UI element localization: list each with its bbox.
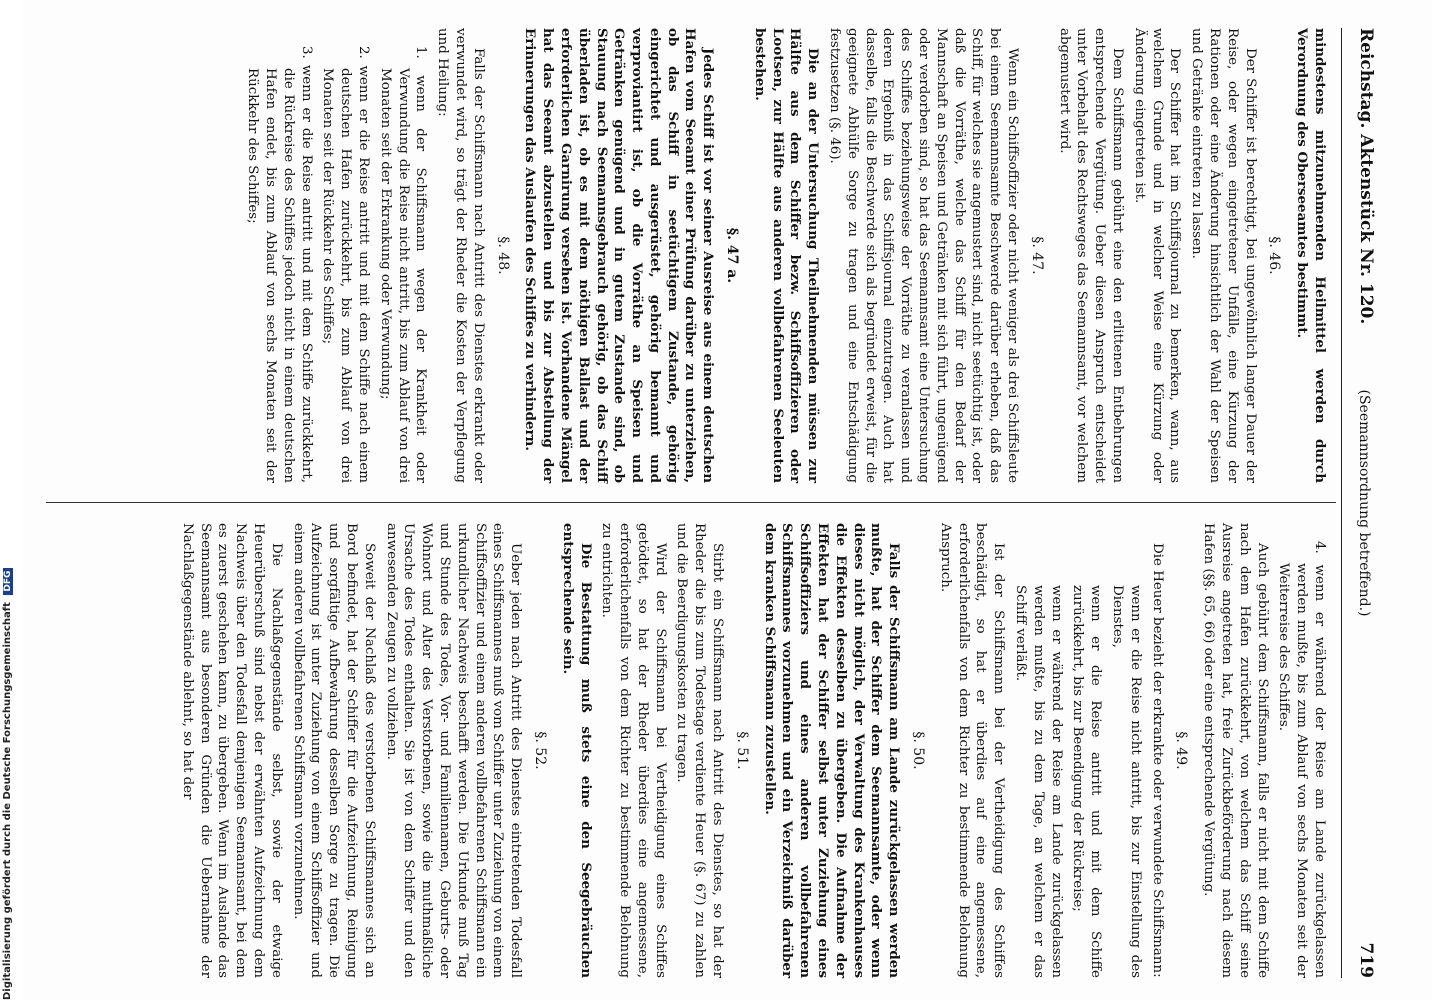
section-51-paragraph: Wird der Schiffsmann bei Vertheidigung eines Schiffes getödtet, so hat der Rheder überdies eine angemessene, erforderlichenfalls von dem Richter zu bestimmende Belohnung zu entrichten. (599, 523, 668, 978)
section-49-title: §. 49. (1173, 731, 1190, 770)
section-50-paragraph: Falls der Schiffsmann am Lande zurückgelassen werden mußte, hat der Schiffer dem Seemannsamte, oder wenn dieses nicht möglich, der Verwaltung des Krankenhauses die Effekten desselben zu übergeben. Die Aufnahme der Effekten hat der Schiffer selbst unter Zuziehung eines Schiffsoffiziers und eines anderen vollbefahrenen Schiffsmannes vorzunehmen und ein Verzeichniß darüber dem kranken Schiffsmann zuzustellen. (761, 523, 903, 978)
section-52-paragraph: Die Nachlaßgegenstände selbst, sowie der etwaige Heuerüberschuß sind nebst der erwähnten Aufzeichnung dem Nachweis über den Todesfall demjenigen Seemannsamt, bei dem es zuerst geschehen kann, zu übergeben. Wenn im Auslande das Seemannsamt aus besonderen Gründen die Uebernahme der Nachlaßgegenstände ablehnt, so hat der (179, 523, 284, 978)
section-49-paragraph: Ist der Schiffsmann bei der Vertheidigung des Schiffes beschädigt, so hat er überdies auf eine angemessene, erforderlichenfalls von dem Richter zu bestimmende Belohnung Anspruch. (937, 523, 1007, 978)
header-center: (Seemannsordnung betreffend.) (1356, 389, 1372, 617)
section-50-title: §. 50. (910, 731, 927, 770)
section-52-title: §. 52. (531, 731, 548, 770)
section-46-paragraph: Der Schiffer ist berechtigt, bei ungewöhnlich langer Dauer der Reise, oder wegen eingetretener Unfälle, eine Kürzung der Rationen oder eine Änderung hinsichtlich der Wahl der Speisen und Getränke eintreten zu lassen. (1189, 28, 1258, 483)
dfg-logo: DFG (3, 568, 13, 595)
section-51-paragraph: Die Bestattung muß stets eine den Seegebräuchen entsprechende sein. (559, 523, 594, 978)
section-49-item: wenn er während der Reise am Lande zurückgelassen werden mußte, bis zu dem Tage, an welchem er das Schiff verläßt. (1013, 585, 1064, 978)
section-47a-paragraph: Jedes Schiff ist vor seiner Ausreise aus einem deutschen Hafen vom Seeamt einer Prüfung darüber zu unterziehen, ob das Schiff in seetüchtigem Zustande, gehörig eingerichtet und ausgerüstet, gehörig bemannt und verproviantirt ist, ob die Vorräthe an Speisen und Getränken genügend und in gutem Zustande sind, ob Stauung nach Seemannsgebrauch gehörig, ob das Schiff überladen ist, ob es mit dem nöthigen Ballast und der erforderlichen Garnirung versehen ist. Vorhandene Mängel hat das Seeamt abzustellen und bis zur Abstellung der Erinnerungen das Auslaufen des Schiffes zu verhindern. (522, 28, 717, 483)
section-48-item: 1. wenn der Schiffsmann wegen der Krankheit oder Verwundung die Reise nicht antritt, bis zum Ablauf von drei Monaten seit der Erkrankung oder Verwundung; (377, 46, 429, 483)
section-52-paragraph: Soweit der Nachlaß des verstorbenen Schiffsmannes sich an Bord befindet, hat der Schiffer für die Aufzeichnung, Reinigung und sorgfältige Aufbewahrung desselben Sorge zu tragen. Die Aufzeichnung ist unter Zuziehung von einem Schiffsoffizier und einem anderen vollbefahrenen Schiffsmann vorzunehmen. (290, 523, 377, 978)
page-header (1341, 28, 1376, 978)
intro-paragraph: mindestens mitzunehmenden Heilmittel werden durch Verordnung des Oberseeamtes bestimmt. (1294, 28, 1328, 483)
section-49-item: wenn er die Reise antritt und mit dem Schiffe zurückkehrt, bis zur Beendigung der Rückreise; (1070, 585, 1104, 978)
digitization-footer (0, 0, 22, 1000)
section-48-paragraph: Auch gebührt dem Schiffsmann, falls er nicht mit dem Schiffe nach dem Hafen zurückkehrt, von welchem das Schiff seine Ausreise angetreten hat, freie Zurückbeförderung nach diesem Hafen (§§. 65, 66) oder eine entsprechende Vergütung. (1201, 523, 1270, 978)
section-49-item: wenn er die Reise nicht antritt, bis zur Einstellung des Dienstes, (1110, 585, 1143, 978)
section-46-paragraph: Der Schiffer hat im Schiffsjournal zu bemerken, wann, aus welchem Grunde und in welcher Weise eine Kürzung oder Änderung eingetreten ist. (1131, 28, 1183, 483)
page-number: 719 (1356, 942, 1376, 978)
column-divider (46, 502, 1336, 503)
section-48-paragraph: Falls der Schiffsmann nach Antritt des Dienstes erkrankt oder verwundet wird, so trägt der Rheder die Kosten der Verpflegung und Heilung: (435, 28, 486, 483)
section-51-paragraph: Stirbt ein Schiffsmann nach Antritt des Dienstes, so hat der Rheder die bis zum Todestage verdiente Heuer (§. 67) zu zahlen und die Beerdigungskosten zu tragen. (674, 523, 726, 978)
header-left: Reichstag. Aktenstück Nr. 120. (1356, 28, 1376, 325)
section-46-paragraph: Dem Schiffsmann gebührt eine den erlittenen Entbehrungen entsprechende Vergütung. Ueber diesen Anspruch entscheidet unter Vorbehalt des Rechtsweges das Seemannsamt, vor welchem abgemustert wird. (1056, 28, 1126, 483)
section-48-item: 2. wenn er die Reise antritt und mit dem Schiffe nach einem deutschen Hafen zurückkehrt, bis zum Ablauf von drei Monaten seit der Rückkehr des Schiffes; (320, 46, 371, 483)
section-48-item: 3. wenn er die Reise antritt und mit dem Schiffe zurückkehrt, die Rückreise des Schiffes jedoch nicht in einem deutschen Hafen endet, bis zum Ablauf von sechs Monaten seit der Rückkehr des Schiffes; (245, 46, 314, 483)
section-46-title: §. 46. (1266, 236, 1283, 275)
left-column (239, 28, 1328, 483)
section-51-title: §. 51. (733, 731, 750, 770)
section-47-paragraph: Wenn ein Schiffsoffizier oder nicht weniger als drei Schiffsleute bei einem Seemannsamte Beschwerde darüber erheben, daß das Schiff, für welches sie angemustert sind, nicht seetüchtig ist, oder daß die Vorräthe, welche das Schiff für den Bedarf der Mannschaft an Speisen und Getränken mit sich führt, ungenügend oder verdorben sind, so hat das Seemannsamt eine Untersuchung des Schiffes beziehungsweise der Vorräthe zu veranlassen und deren Ergebniß in das Schiffsjournal einzutragen. Auch hat dasselbe, falls die Beschwerde sich als begründet erweist, für die geeignete Abhülfe Sorge zu tragen und eine Entschädigung festzusetzen (§. 46). (827, 28, 1021, 483)
section-47-title: §. 47. (1028, 236, 1045, 275)
document-sheet (46, 28, 1376, 978)
section-47-paragraph: Die an der Untersuchung Theilnehmenden müssen zur Hälfte aus dem Schiffer bezw. Schiffsoffizieren oder Lootsen, zur Hälfte aus anderen vollbefahrenen Seeleuten bestehen. (751, 28, 822, 483)
right-column (174, 523, 1328, 978)
footer-text-wrapper (2, 10, 13, 1000)
section-48-title: §. 48. (494, 236, 511, 275)
section-49-paragraph: Die Heuer bezieht der erkrankte oder verwundete Schiffsmann: (1149, 543, 1165, 978)
section-52-paragraph: Ueber jeden nach Antritt des Dienstes eintretenden Todesfall eines Schiffsmannes muß vom Schiffer unter Zuziehung von einem Schiffsoffizier und einem anderen vollbefahrenen Schiffsmann ein urkundlicher Nachweis beschafft werden. Die Urkunde muß Tag und Stunde des Todes, Vor- und Familiennamen, Geburts- oder Wohnort und Alter des Verstorbenen, sowie die muthmaßliche Ursache des Todes enthalten. Sie ist von dem Schiffer und den anwesenden Zeugen zu vollziehen. (383, 523, 524, 978)
section-47a-title: §. 47 a. (724, 227, 741, 284)
digitization-note: Digitalisierung gefördert durch die Deutsche Forschungsgemeinschaft (2, 602, 13, 1000)
section-48-item: 4. wenn er während der Reise am Lande zurückgelassen werden mußte, bis zum Ablauf von sechs Monaten seit der Weiterreise des Schiffes. (1276, 541, 1327, 978)
